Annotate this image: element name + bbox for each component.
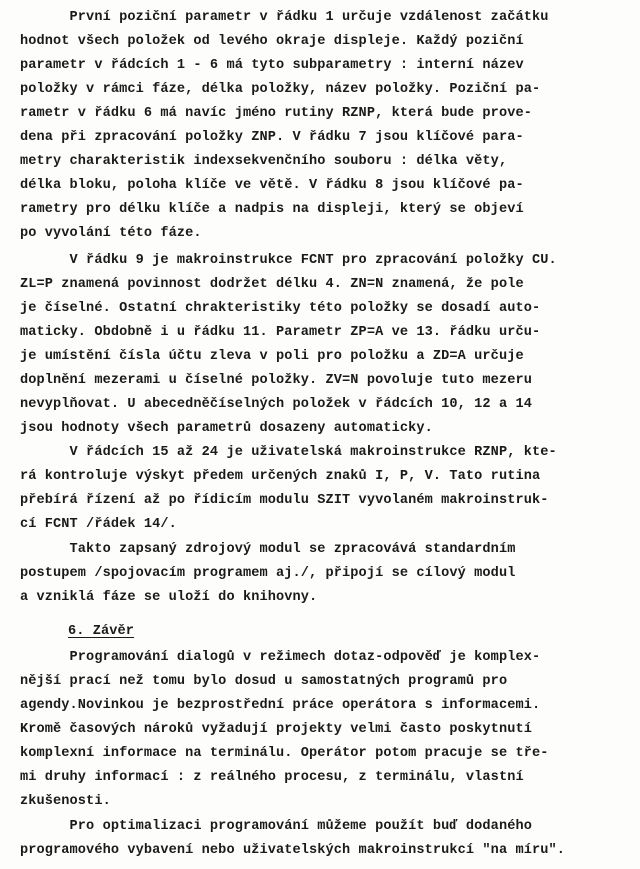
- text-line: rametr v řádku 6 má navíc jméno rutiny RZNP, která bude prove-: [20, 106, 532, 121]
- text-line: Pro optimalizaci programování můžeme použít buď dodaného: [20, 819, 532, 834]
- text-line: cí FCNT /řádek 14/.: [20, 517, 177, 532]
- text-line: programového vybavení nebo uživatelských makroinstrukcí "na míru".: [20, 843, 565, 858]
- text-line: doplnění mezerami u číselné položky. ZV=N povoluje tuto mezeru: [20, 373, 532, 388]
- text-line: a vzniklá fáze se uloží do knihovny.: [20, 590, 318, 605]
- text-line: V řádcích 15 až 24 je uživatelská makroinstrukce RZNP, kte-: [20, 445, 557, 460]
- text-line: dena při zpracování položky ZNP. V řádku 7 jsou klíčové para-: [20, 130, 524, 145]
- section-heading: 6. Závěr: [68, 624, 135, 639]
- text-line: Programování dialogů v režimech dotaz-odpověď je komplex-: [20, 650, 541, 665]
- text-line: metry charakteristik indexsekvenčního souboru : délka věty,: [20, 154, 508, 169]
- text-line: nevyplňovat. U abecedněčíselných položek v řádcích 10, 12 a 14: [20, 397, 532, 412]
- text-line: délka bloku, poloha klíče ve větě. V řádku 8 jsou klíčové pa-: [20, 178, 524, 193]
- text-line: je umístění čísla účtu zleva v poli pro položku a ZD=A určuje: [20, 349, 524, 364]
- text-line: Kromě časových nároků vyžadují projekty velmi často poskytnutí: [20, 722, 532, 737]
- text-line: hodnot všech položek od levého okraje displeje. Každý poziční: [20, 34, 524, 49]
- text-line: komplexní informace na terminálu. Operátor potom pracuje se tře-: [20, 746, 549, 761]
- text-line: jsou hodnoty všech parametrů dosazeny automaticky.: [20, 421, 433, 436]
- text-line: přebírá řízení až po řídicím modulu SZIT vyvolaném makroinstruk-: [20, 493, 549, 508]
- text-line: ZL=P znamená povinnost dodržet délku 4. ZN=N znamená, že pole: [20, 277, 524, 292]
- text-line: Takto zapsaný zdrojový modul se zpracovává standardním: [20, 542, 516, 557]
- text-line: je číselné. Ostatní chrakteristiky této položky se dosadí auto-: [20, 301, 541, 316]
- text-line: nější prací než tomu bylo dosud u samostatných programů pro: [20, 674, 508, 689]
- text-line: rá kontroluje výskyt předem určených znaků I, P, V. Tato rutina: [20, 469, 541, 484]
- text-line: položky v rámci fáze, délka položky, název položky. Poziční pa-: [20, 82, 541, 97]
- text-line: První poziční parametr v řádku 1 určuje vzdálenost začátku: [20, 10, 549, 25]
- text-line: mi druhy informací : z reálného procesu, z terminálu, vlastní: [20, 770, 524, 785]
- text-line: zkušenosti.: [20, 794, 111, 809]
- text-line: maticky. Obdobně i u řádku 11. Parametr ZP=A ve 13. řádku urču-: [20, 325, 541, 340]
- text-line: postupem /spojovacím programem aj./, připojí se cílový modul: [20, 566, 516, 581]
- text-line: rametry pro délku klíče a nadpis na displeji, který se objeví: [20, 202, 524, 217]
- text-line: parametr v řádcích 1 - 6 má tyto subparametry : interní název: [20, 58, 524, 73]
- text-line: V řádku 9 je makroinstrukce FCNT pro zpracování položky CU.: [20, 253, 557, 268]
- text-line: po vyvolání této fáze.: [20, 226, 202, 241]
- text-line: agendy.Novinkou je bezprostřední práce operátora s informacemi.: [20, 698, 541, 713]
